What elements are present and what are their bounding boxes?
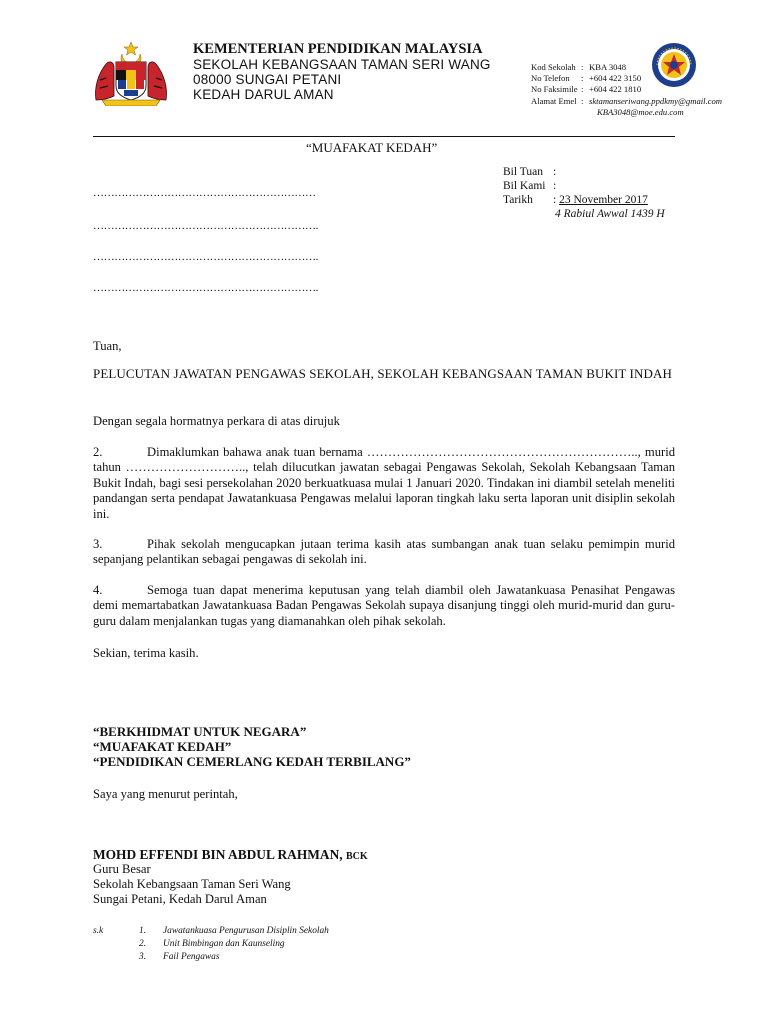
signatory-position: Guru Besar [93, 862, 151, 876]
contact-row: Kod Sekolah : KBA 3048 [531, 62, 627, 72]
paragraph-number: 4. [93, 583, 103, 597]
address-line: ……………………………………………………… [93, 187, 316, 199]
slogan: “MUAFAKAT KEDAH” [93, 739, 232, 755]
paragraph-text: Pihak sekolah mengucapkan jutaan terima kasih atas sumbangan anak tuan selaku pemimpin murid sepanjang pelantikan sebagai pengawas di sekolah ini. [93, 537, 675, 567]
letter-subject: PELUCUTAN JAWATAN PENGAWAS SEKOLAH, SEKOLAH KEBANGSAAN TAMAN BUKIT INDAH [93, 366, 672, 381]
slogans-block [93, 724, 411, 770]
letter-date: 23 November 2017 [559, 194, 648, 206]
list-item: 3. Fail Pengawas [139, 951, 220, 962]
opening-line: Dengan segala hormatnya perkara di atas dirujuk [93, 414, 340, 428]
paragraph-2 [93, 445, 675, 522]
contact-value: KBA 3048 [589, 62, 627, 72]
contact-label: No Telefon [531, 73, 570, 84]
paragraph-4 [93, 583, 675, 629]
contact-value: +604 422 3150 [589, 73, 642, 84]
school-city: 08000 SUNGAI PETANI [193, 72, 342, 87]
contact-row: No Faksimile : +604 422 1810 [531, 84, 642, 95]
signatory-name-line [93, 847, 368, 863]
letter-motto: “MUAFAKAT KEDAH” [306, 140, 438, 155]
paragraph-number: 2. [93, 445, 103, 459]
bil-kami-label: Bil Kami [503, 180, 546, 192]
contact-row: No Telefon : +604 422 3150 [531, 73, 642, 84]
list-item: s.k 1. Jawatankuasa Pengurusan Disiplin Sekolah [93, 926, 329, 936]
contact-row: Alamat Emel : sktamanseriwang.ppdkmy@gmail.com [531, 95, 722, 106]
address-line: ………………………………………………………. [93, 282, 318, 294]
paragraph-text: Semoga tuan dapat menerima keputusan yang telah diambil oleh Jawatankuasa Penasihat Pengawas demi memartabatkan Jawatankuasa Badan Pengawas Sekolah supaya disanjung tinggi oleh murid-murid dan guru-guru dalam menjalankan tugas yang diamanahkan oleh pihak sekolah. [93, 583, 675, 628]
signatory-name: MOHD EFFENDI BIN ABDUL RAHMAN, [93, 847, 343, 862]
contact-label: Kod Sekolah [531, 62, 576, 72]
school-letterhead [193, 42, 491, 102]
copy-to-list [93, 925, 329, 963]
school-badge-icon [651, 42, 697, 88]
tarikh-label: Tarikh [503, 194, 533, 206]
paragraph-3 [93, 537, 675, 568]
school-name: SEKOLAH KEBANGSAAN TAMAN SERI WANG [193, 57, 491, 72]
contact-label: No Faksimile [531, 84, 578, 95]
bil-tuan-label: Bil Tuan [503, 166, 543, 178]
ministry-name: KEMENTERIAN PENDIDIKAN MALAYSIA [193, 41, 483, 57]
slogan: “BERKHIDMAT UNTUK NEGARA” [93, 724, 307, 739]
contact-label: Alamat Emel [531, 95, 577, 106]
school-state: KEDAH DARUL AMAN [193, 87, 334, 102]
contact-row [531, 107, 722, 118]
signatory-title-suffix: BCK [345, 851, 368, 862]
hijri-date: 4 Rabiul Awwal 1439 H [555, 208, 665, 220]
malaysia-coat-of-arms-icon [92, 40, 170, 106]
address-line: ………………………………………………………. [93, 251, 318, 263]
header-divider [93, 136, 675, 137]
address-line: ………………………………………………………. [93, 220, 318, 232]
list-item: 2. Unit Bimbingan dan Kaunseling [139, 938, 285, 949]
slogan: “PENDIDIKAN CEMERLANG KEDAH TERBILANG” [93, 754, 411, 770]
paragraph-number: 3. [93, 537, 103, 551]
contact-value: +604 422 1810 [589, 84, 642, 95]
signatory-address: Sungai Petani, Kedah Darul Aman [93, 892, 267, 906]
salutation: Tuan, [93, 339, 122, 353]
signatory-school: Sekolah Kebangsaan Taman Seri Wang [93, 877, 291, 891]
sign-off: Saya yang menurut perintah, [93, 787, 238, 801]
reference-block: Bil Tuan : Bil Kami : Tarikh : 23 November 2017 4 Rabiul Awwal 1439 H [503, 166, 665, 220]
email-link-2[interactable]: KBA3048@moe.edu.com [597, 106, 684, 117]
sk-label: s.k [93, 926, 104, 936]
paragraph-text: Dimaklumkan bahawa anak tuan bernama ……………………………………………………….., murid tahun ……………………….., telah dilucutkan jawatan sebagai Pengawas Sekolah, Sekolah Kebangsaan Taman Bukit Indah, bagi sesi persekolahan 2020 berkuatkuasa mulai 1 Januari 2020. Tindakan ini diambil setelah meneliti pandangan serta pendapat Jawatankuasa Pengawas melalui laporan tingkah laku serta laporan unit disiplin sekolah ini. [93, 445, 675, 521]
signatory-details [93, 862, 291, 907]
email-link[interactable]: sktamanseriwang.ppdkmy@gmail.com [589, 95, 722, 106]
closing-line: Sekian, terima kasih. [93, 646, 199, 660]
